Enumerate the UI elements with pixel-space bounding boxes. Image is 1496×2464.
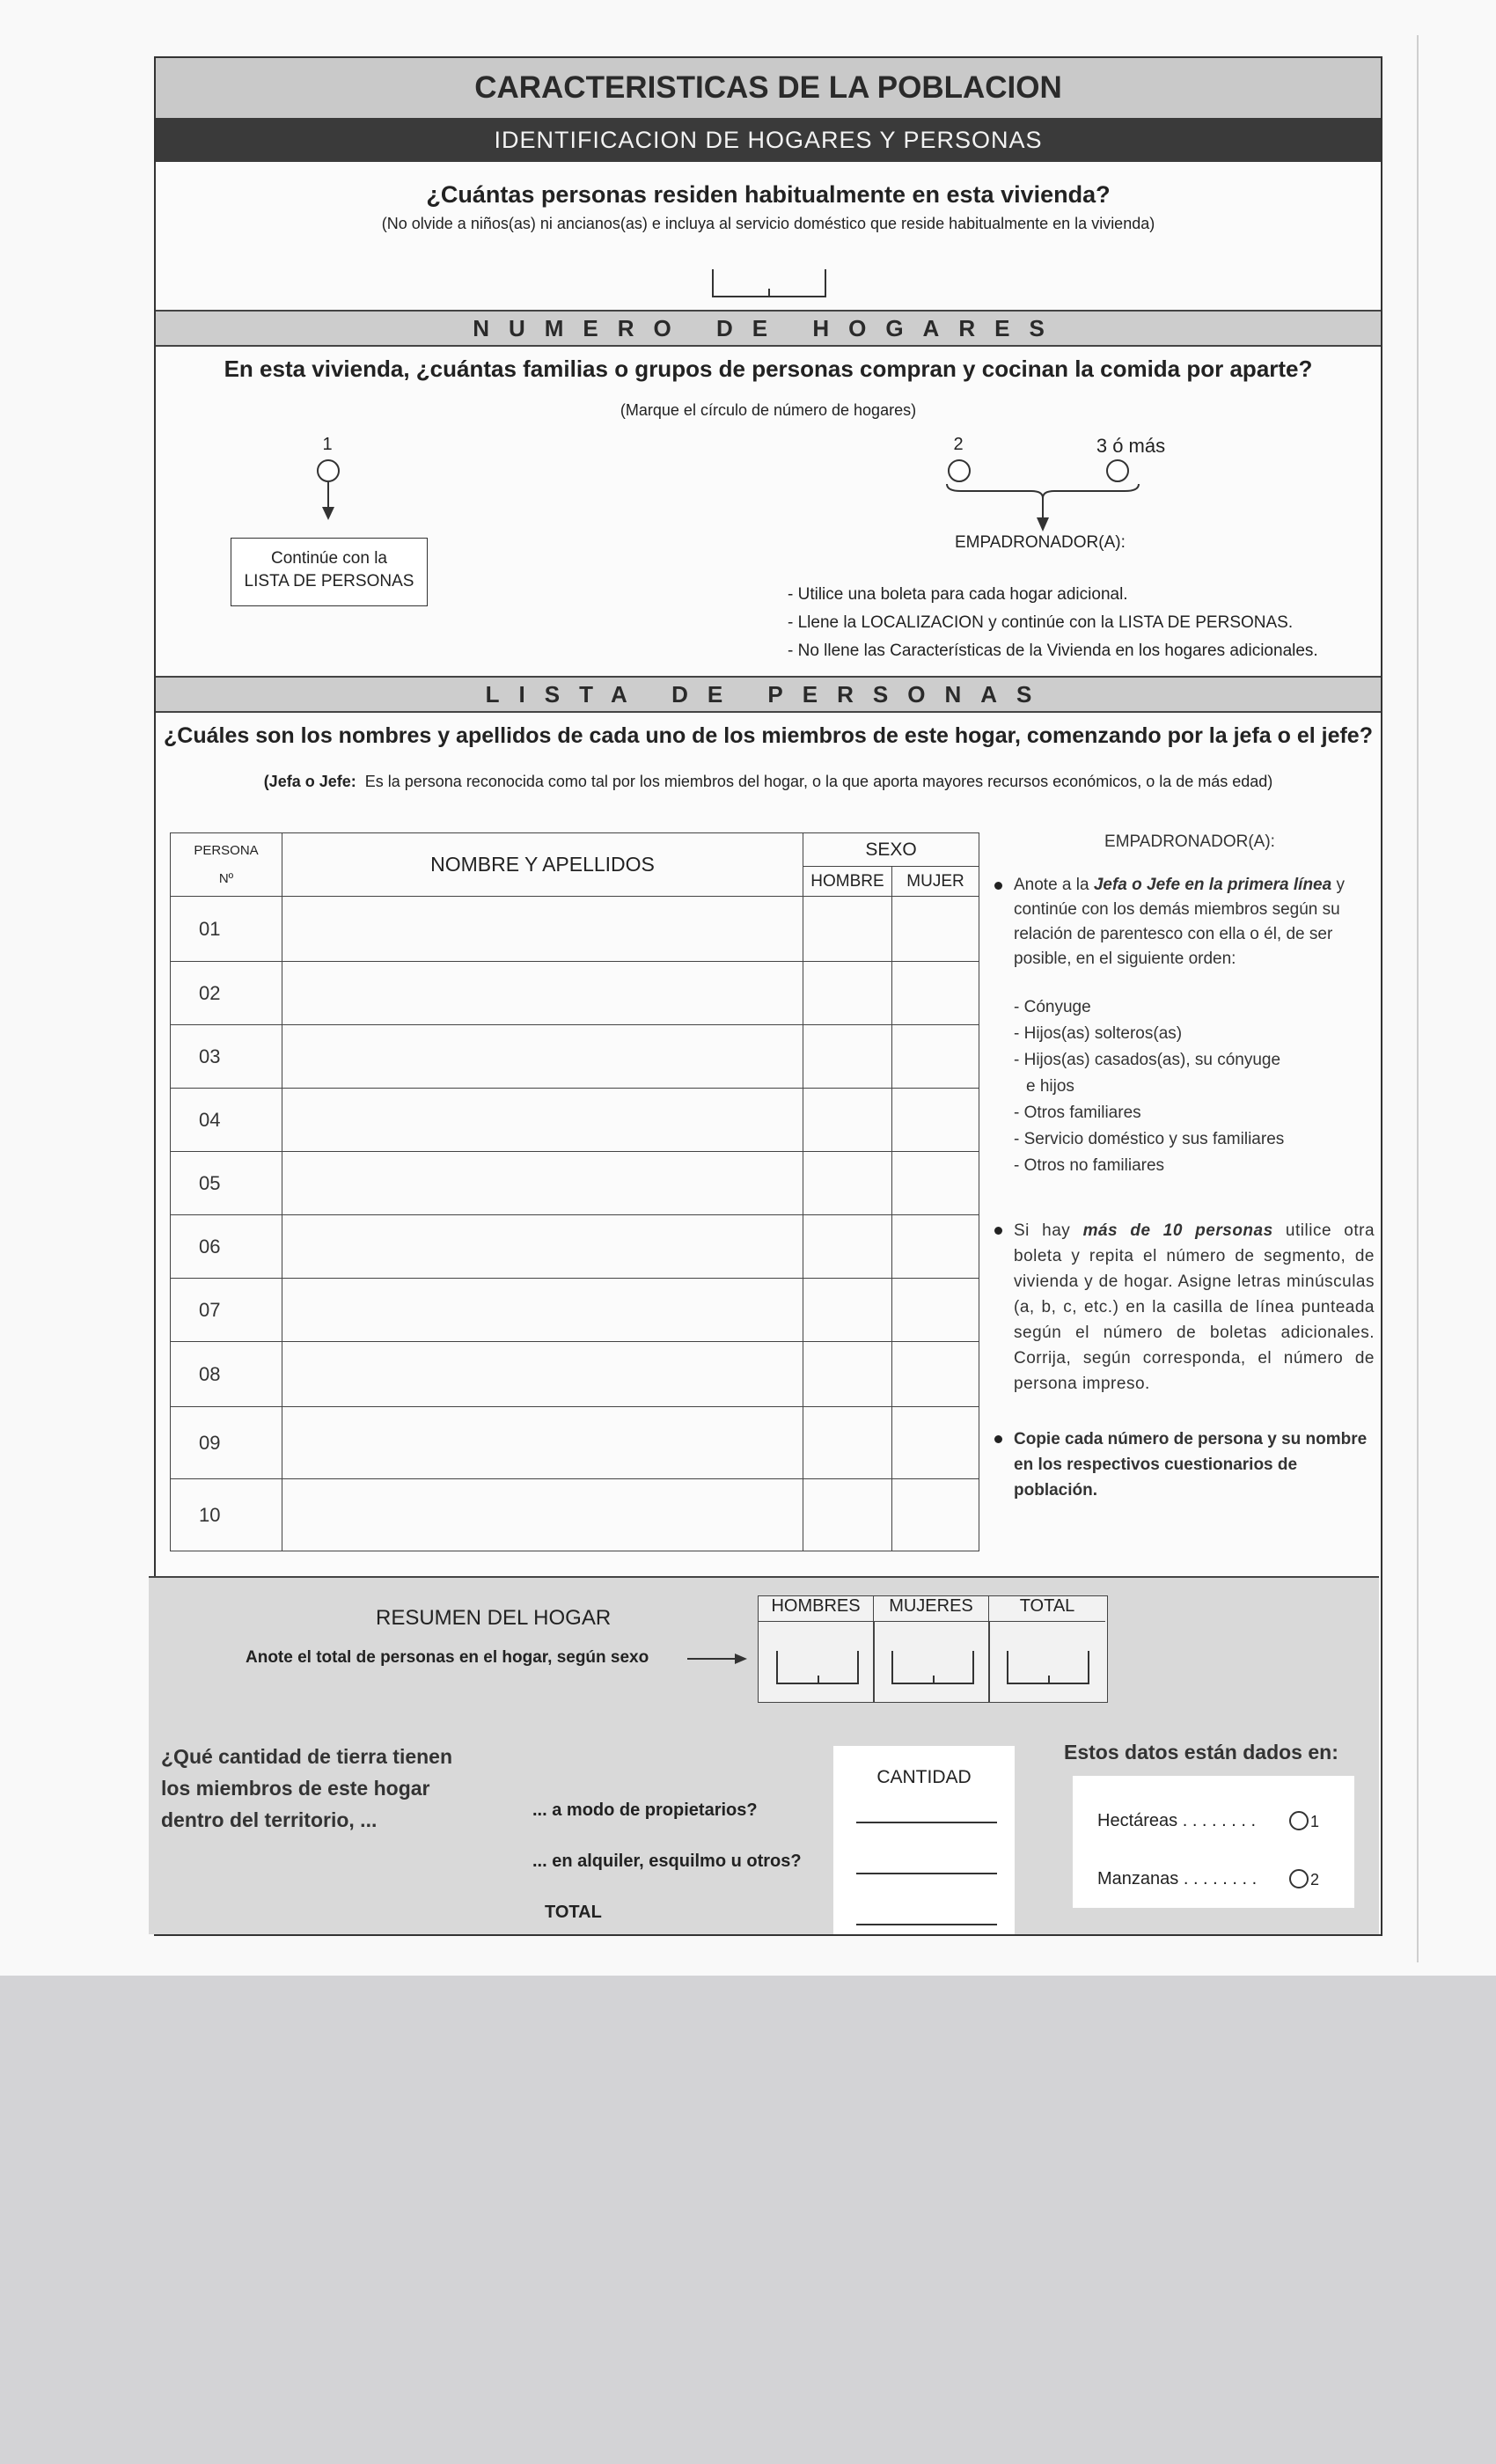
unit-hectareas-code: 1: [1310, 1813, 1320, 1830]
name-cell[interactable]: [282, 1215, 803, 1279]
table-row: [171, 1342, 979, 1407]
order-item: - Cónyuge: [1014, 998, 1091, 1016]
hombre-cell[interactable]: [803, 897, 892, 962]
mujer-cell[interactable]: [892, 1152, 979, 1215]
hombres-count-field[interactable]: [776, 1651, 859, 1684]
table-row: [171, 1407, 979, 1479]
table-row: [171, 1279, 979, 1342]
relationship-order-list: [987, 994, 1375, 1179]
hogares-notes: [788, 581, 1368, 665]
person-number: 05: [171, 1152, 282, 1215]
instruction-first-line: [987, 873, 1375, 972]
mujer-cell[interactable]: [892, 1215, 979, 1279]
jefe-note-label: (Jefa o Jefe:: [263, 773, 356, 790]
quantity-column: [833, 1746, 1015, 1934]
land-section: [149, 1720, 1379, 1934]
mujer-cell[interactable]: [892, 1025, 979, 1089]
hombre-cell[interactable]: [803, 1215, 892, 1279]
table-row: [171, 1152, 979, 1215]
continue-line-1: Continúe con la: [270, 549, 388, 568]
col-hombres: HOMBRES: [759, 1596, 874, 1622]
bullet-icon: [994, 882, 1002, 890]
table-row: [171, 897, 979, 962]
mujeres-count-field[interactable]: [891, 1651, 974, 1684]
hombre-cell[interactable]: [803, 1342, 892, 1407]
residents-note: (No olvide a niños(as) ni ancianos(as) e incluya al servicio doméstico que reside habitualmente en la vivienda): [381, 215, 1155, 232]
option-1-circle[interactable]: [317, 459, 340, 482]
unit-hectareas-label: Hectáreas . . . . . . . .: [1097, 1811, 1257, 1830]
order-item: - Hijos(as) solteros(as): [1014, 1024, 1183, 1043]
hogares-note-1: - Utilice una boleta para cada hogar adicional.: [788, 585, 1128, 604]
table-row: [171, 1089, 979, 1152]
personas-question: ¿Cuáles son los nombres y apellidos de cada uno de los miembros de este hogar, comenzando por la jefa o el jefe?: [164, 723, 1373, 748]
person-number: 08: [171, 1342, 282, 1407]
summary-title: RESUMEN DEL HOGAR: [376, 1606, 612, 1630]
divider: [988, 1621, 990, 1702]
option-3-label: 3 ó más: [1096, 435, 1166, 457]
name-cell[interactable]: [282, 1479, 803, 1551]
person-number: 01: [171, 897, 282, 962]
land-question-line-3: dentro del territorio, ...: [161, 1808, 378, 1831]
arrow-down-icon: [317, 482, 340, 521]
row-propietarios: ... a modo de propietarios?: [532, 1800, 758, 1820]
row-alquiler: ... en alquiler, esquilmo u otros?: [532, 1852, 802, 1871]
order-item: - Servicio doméstico y sus familiares: [1014, 1130, 1285, 1148]
quantity-alquiler-field[interactable]: [856, 1855, 997, 1874]
units-card: [1073, 1776, 1354, 1908]
name-cell[interactable]: [282, 1089, 803, 1152]
name-cell[interactable]: [282, 1407, 803, 1479]
unit-manzanas-label: Manzanas . . . . . . . .: [1097, 1869, 1258, 1888]
residents-count-field[interactable]: [712, 269, 826, 297]
mujer-cell[interactable]: [892, 1479, 979, 1551]
name-cell[interactable]: [282, 1025, 803, 1089]
hombre-cell[interactable]: [803, 1152, 892, 1215]
b2-emphasis: más de 10 personas: [1082, 1221, 1273, 1240]
person-number: 07: [171, 1279, 282, 1342]
quantity-propietarios-field[interactable]: [856, 1804, 997, 1823]
hombre-cell[interactable]: [803, 1407, 892, 1479]
col-persona-label: PERSONA: [194, 842, 259, 858]
hogares-note-2: - Llene la LOCALIZACION y continúe con la LISTA DE PERSONAS.: [788, 613, 1294, 632]
mujer-cell[interactable]: [892, 897, 979, 962]
page-edge: [1417, 35, 1419, 1962]
continue-line-2: LISTA DE PERSONAS: [244, 572, 414, 590]
side-enumerator-label: EMPADRONADOR(A):: [1104, 832, 1275, 851]
divider: [873, 1621, 875, 1702]
option-1-label: 1: [322, 435, 333, 454]
mujer-cell[interactable]: [892, 1279, 979, 1342]
hogares-note-3: - No llene las Características de la Vivienda en los hogares adicionales.: [788, 642, 1318, 660]
hombre-cell[interactable]: [803, 1025, 892, 1089]
form-subtitle: IDENTIFICACION DE HOGARES Y PERSONAS: [156, 118, 1381, 162]
table-row: [171, 1479, 979, 1551]
b2-post: utilice otra boleta y repita el número de segmento, de vivienda y de hogar. Asigne letras minúsculas (a, b, c, etc.) en la casilla de línea punteada según el número de boletas adicionales. Corrija, según corresponda, el número de persona impreso.: [1014, 1221, 1375, 1393]
option-2-label: 2: [953, 435, 964, 454]
person-number: 10: [171, 1479, 282, 1551]
b3-text: Copie cada número de persona y su nombre en los respectivos cuestionarios de población.: [1014, 1430, 1368, 1500]
col-mujer-header: MUJER: [892, 867, 979, 897]
unit-manzanas-code: 2: [1310, 1871, 1320, 1888]
order-item: - Otros familiares: [1014, 1104, 1141, 1122]
name-cell[interactable]: [282, 1279, 803, 1342]
person-number: 04: [171, 1089, 282, 1152]
form-title: CARACTERISTICAS DE LA POBLACION: [156, 58, 1381, 119]
b1-emphasis: Jefa o Jefe en la primera línea: [1093, 876, 1332, 894]
hombre-cell[interactable]: [803, 1279, 892, 1342]
summary-grid: [758, 1595, 1108, 1703]
col-persona-header: [171, 833, 282, 897]
quantity-total-field[interactable]: [856, 1906, 997, 1925]
b2-pre: Si hay: [1014, 1221, 1083, 1240]
arrow-right-icon: [687, 1652, 749, 1666]
unit-manzanas-circle[interactable]: [1289, 1869, 1309, 1888]
summary-instruction: Anote el total de personas en el hogar, según sexo: [246, 1648, 649, 1667]
hombre-cell[interactable]: [803, 962, 892, 1025]
enumerator-instructions: [987, 832, 1375, 1503]
order-item: e hijos: [1026, 1077, 1074, 1096]
section-numero-hogares: NUMERO DE HOGARES: [156, 310, 1381, 347]
name-cell[interactable]: [282, 962, 803, 1025]
land-question: [161, 1741, 452, 1836]
col-cantidad: CANTIDAD: [876, 1767, 972, 1787]
hogares-enumerator-label: EMPADRONADOR(A):: [955, 533, 1126, 552]
person-number: 06: [171, 1215, 282, 1279]
b1-pre: Anote a la: [1014, 876, 1094, 894]
land-question-line-1: ¿Qué cantidad de tierra tienen: [161, 1745, 453, 1768]
col-mujeres: MUJERES: [874, 1596, 989, 1622]
person-number: 03: [171, 1025, 282, 1089]
col-no-label: Nº: [218, 870, 234, 886]
total-count-field[interactable]: [1007, 1651, 1089, 1684]
hogares-instruction: (Marque el círculo de número de hogares): [620, 401, 917, 419]
instruction-copy-names: [987, 1426, 1375, 1503]
population-form: [154, 56, 1382, 1936]
table-row: [171, 962, 979, 1025]
persons-table: [170, 832, 979, 1551]
bullet-icon: [994, 1435, 1002, 1443]
b1-post: y continúe con los demás miembros según su relación de parentesco con ella o él, de ser posible, en el siguiente orden:: [1014, 876, 1345, 968]
order-item: - Hijos(as) casados(as), su cónyuge: [1014, 1051, 1281, 1069]
residents-question: ¿Cuántas personas residen habitualmente en esta vivienda?: [426, 181, 1111, 208]
mujer-cell[interactable]: [892, 1407, 979, 1479]
hombre-cell[interactable]: [803, 1089, 892, 1152]
mujer-cell[interactable]: [892, 1342, 979, 1407]
hogares-question: En esta vivienda, ¿cuántas familias o grupos de personas compran y cocinan la comida por aparte?: [224, 356, 1313, 382]
name-cell[interactable]: [282, 1152, 803, 1215]
name-cell[interactable]: [282, 1342, 803, 1407]
jefe-note-text: Es la persona reconocida como tal por los miembros del hogar, o la que aporta mayores recursos económicos, o la de más edad): [364, 773, 1273, 790]
continue-box: [231, 538, 428, 606]
units-title: Estos datos están dados en:: [1064, 1741, 1338, 1764]
household-summary: [149, 1576, 1379, 1722]
order-item: - Otros no familiares: [1014, 1156, 1165, 1175]
bullet-icon: [994, 1227, 1002, 1235]
section-lista-personas: LISTA DE PERSONAS: [156, 676, 1381, 713]
land-question-line-2: los miembros de este hogar: [161, 1777, 430, 1800]
jefe-note: [156, 773, 1381, 791]
mujer-cell[interactable]: [892, 962, 979, 1025]
name-cell[interactable]: [282, 897, 803, 962]
hombre-cell[interactable]: [803, 1479, 892, 1551]
brace-arrow-icon: [943, 479, 1146, 535]
table-row: [171, 1025, 979, 1089]
table-row: [171, 1215, 979, 1279]
person-number: 09: [171, 1407, 282, 1479]
row-total: TOTAL: [545, 1903, 602, 1922]
col-hombre-header: HOMBRE: [803, 867, 892, 897]
col-name-header: NOMBRE Y APELLIDOS: [282, 833, 803, 897]
col-total: TOTAL: [989, 1596, 1105, 1622]
unit-hectareas-circle[interactable]: [1289, 1811, 1309, 1830]
person-number: 02: [171, 962, 282, 1025]
mujer-cell[interactable]: [892, 1089, 979, 1152]
col-sexo-header: SEXO: [803, 833, 979, 867]
instruction-more-than-10: [987, 1218, 1375, 1397]
